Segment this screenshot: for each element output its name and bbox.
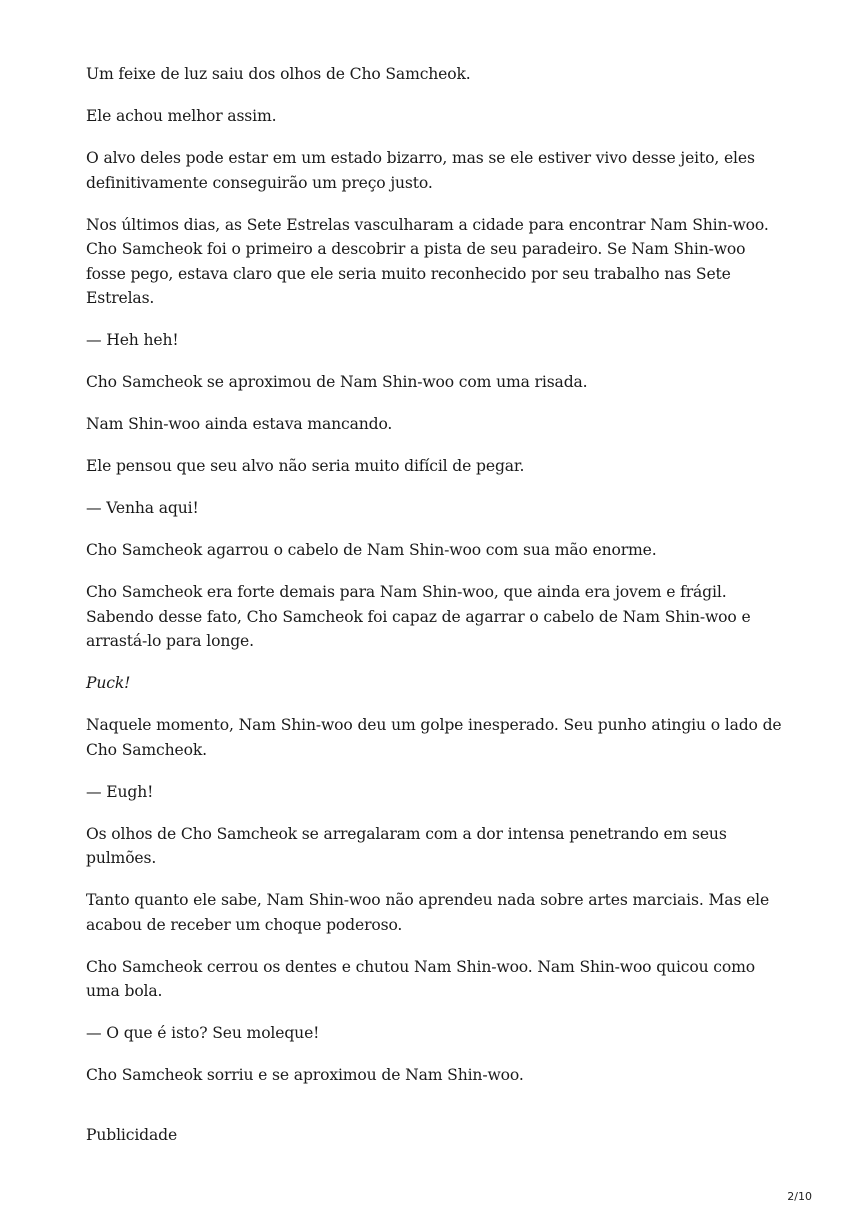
paragraph: O alvo deles pode estar em um estado bizarro, mas se ele estiver vivo desse jeito, eles definitivamente conseguirão um preço justo. xyxy=(86,149,755,192)
paragraph: Cho Samcheok cerrou os dentes e chutou Nam Shin-woo. Nam Shin-woo quicou como uma bola. xyxy=(86,957,756,1000)
paragraph: Nos últimos dias, as Sete Estrelas vasculharam a cidade para encontrar Nam Shin-woo. Cho Samcheok foi o primeiro a descobrir a pista de seu paradeiro. Se Nam Shin-woo fosse pego, estava claro que ele seria muito reconhecido por seu trabalho nas Sete Estrelas. xyxy=(86,215,769,307)
advertisement-label: Publicidade xyxy=(86,1125,178,1144)
paragraph: Um feixe de luz saiu dos olhos de Cho Samcheok. xyxy=(86,65,471,83)
paragraph: Cho Samcheok se aproximou de Nam Shin-woo com uma risada. xyxy=(86,373,588,391)
paragraph: — O que é isto? Seu moleque! xyxy=(86,1024,320,1042)
paragraph: Cho Samcheok agarrou o cabelo de Nam Shin-woo com sua mão enorme. xyxy=(86,541,657,559)
paragraph: — Venha aqui! xyxy=(86,499,199,517)
paragraph: Cho Samcheok sorriu e se aproximou de Nam Shin-woo. xyxy=(86,1066,524,1084)
paragraph: Ele pensou que seu alvo não seria muito difícil de pegar. xyxy=(86,457,525,475)
paragraph: Os olhos de Cho Samcheok se arregalaram com a dor intensa penetrando em seus pulmões. xyxy=(86,824,727,867)
document-body xyxy=(86,62,786,1165)
page-number: 2/10 xyxy=(787,1190,812,1203)
paragraph: — Eugh! xyxy=(86,782,154,801)
paragraph: — Heh heh! xyxy=(86,331,179,349)
paragraph: Ele achou melhor assim. xyxy=(86,107,277,125)
paragraph: Naquele momento, Nam Shin-woo deu um golpe inesperado. Seu punho atingiu o lado de Cho Samcheok. xyxy=(86,716,782,759)
paragraph: Tanto quanto ele sabe, Nam Shin-woo não aprendeu nada sobre artes marciais. Mas ele acabou de receber um choque poderoso. xyxy=(86,891,770,934)
paragraph: Cho Samcheok era forte demais para Nam Shin-woo, que ainda era jovem e frágil. Sabendo desse fato, Cho Samcheok foi capaz de agarrar o cabelo de Nam Shin-woo e arrastá-lo para longe. xyxy=(86,583,751,650)
paragraph: Nam Shin-woo ainda estava mancando. xyxy=(86,415,393,433)
sound-effect-paragraph: Puck! xyxy=(86,674,131,692)
